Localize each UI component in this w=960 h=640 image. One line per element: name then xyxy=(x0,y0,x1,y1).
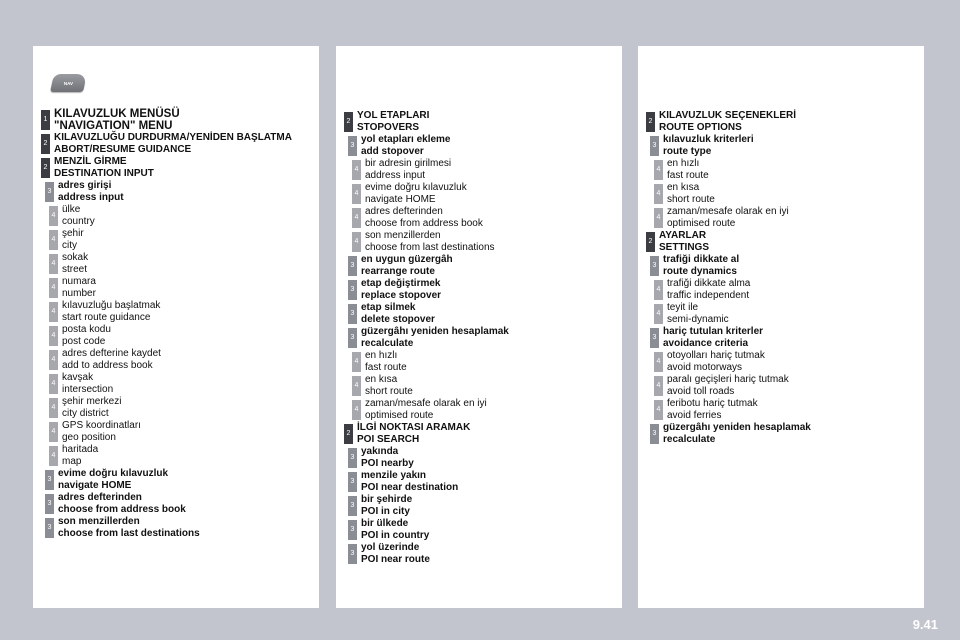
level-badge: 4 xyxy=(352,208,361,228)
entry-label-english: avoid ferries xyxy=(667,410,722,421)
entry-label-english: navigate HOME xyxy=(58,480,132,491)
entry-label-turkish: yol etapları ekleme xyxy=(361,134,451,145)
entry-label-english: "NAVIGATION" MENU xyxy=(54,120,173,132)
level-badge: 2 xyxy=(344,112,353,132)
level-badge: 4 xyxy=(654,208,663,228)
entry-label-turkish: etap değiştirmek xyxy=(361,278,441,289)
menu-entry-level-4 xyxy=(646,350,920,374)
menu-entry-text xyxy=(62,324,111,348)
level-badge: 2 xyxy=(41,158,50,178)
entry-label-turkish: hariç tutulan kriterler xyxy=(663,326,764,337)
menu-entry-text xyxy=(58,516,200,540)
entry-label-turkish: şehir xyxy=(62,228,84,239)
level-badge: 4 xyxy=(654,376,663,396)
entry-label-turkish: haritada xyxy=(62,444,99,455)
level-badge: 4 xyxy=(49,278,58,298)
menu-entry-text xyxy=(62,372,113,396)
menu-entry-text xyxy=(361,134,451,158)
menu-entry-level-3 xyxy=(344,518,618,542)
entry-label-turkish: menzile yakın xyxy=(361,470,427,481)
entry-label-turkish: bir şehirde xyxy=(361,494,413,505)
level-badge: 4 xyxy=(352,352,361,372)
entry-label-turkish: yol üzerinde xyxy=(361,542,420,553)
entry-label-turkish: zaman/mesafe olarak en iyi xyxy=(365,398,487,409)
level-badge: 4 xyxy=(654,160,663,180)
entry-label-turkish: bir ülkede xyxy=(361,518,409,529)
entry-label-english: optimised route xyxy=(667,218,736,229)
menu-entry-level-4 xyxy=(41,348,315,372)
menu-entry-text xyxy=(365,230,495,254)
entry-label-turkish: en kısa xyxy=(365,374,398,385)
menu-entry-text xyxy=(54,132,292,156)
menu-entry-level-4 xyxy=(646,374,920,398)
menu-entry-text xyxy=(663,422,811,446)
level-badge: 3 xyxy=(348,544,357,564)
level-badge: 3 xyxy=(348,448,357,468)
entry-label-turkish: bir adresin girilmesi xyxy=(365,158,452,169)
menu-entry-level-4 xyxy=(344,206,618,230)
entry-label-english: POI in country xyxy=(361,530,430,541)
level-badge: 4 xyxy=(49,206,58,226)
menu-entry-level-3 xyxy=(344,134,618,158)
entry-label-turkish: sokak xyxy=(62,252,89,263)
menu-entry-level-4 xyxy=(41,444,315,468)
entry-label-english: replace stopover xyxy=(361,290,442,301)
menu-entry-text xyxy=(54,156,154,180)
menu-entry-level-3 xyxy=(344,494,618,518)
entry-label-english: map xyxy=(62,456,82,467)
entry-label-english: geo position xyxy=(62,432,116,443)
level-badge: 3 xyxy=(348,472,357,492)
menu-entry-text xyxy=(62,348,161,372)
entry-label-turkish: son menzillerden xyxy=(58,516,140,527)
entry-label-english: recalculate xyxy=(663,434,716,445)
menu-entry-text xyxy=(667,374,789,398)
entry-label-turkish: numara xyxy=(62,276,96,287)
entry-label-english: route type xyxy=(663,146,712,157)
menu-entry-level-3 xyxy=(646,134,920,158)
level-badge: 3 xyxy=(45,182,54,202)
entry-label-english: number xyxy=(62,288,96,299)
entry-label-turkish: adres defterine kaydet xyxy=(62,348,161,359)
menu-entry-text xyxy=(365,182,467,206)
menu-entry-text xyxy=(361,494,412,518)
menu-entry-level-4 xyxy=(41,300,315,324)
entry-label-english: POI SEARCH xyxy=(357,434,420,445)
entry-label-english: optimised route xyxy=(365,410,434,421)
menu-entry-level-3 xyxy=(41,468,315,492)
menu-entry-level-3 xyxy=(646,422,920,446)
menu-entry-level-4 xyxy=(41,420,315,444)
menu-entry-text xyxy=(667,302,729,326)
menu-entry-level-4 xyxy=(344,230,618,254)
entry-label-english: STOPOVERS xyxy=(357,122,420,133)
level-badge: 2 xyxy=(646,112,655,132)
menu-entry-level-3 xyxy=(344,302,618,326)
menu-entry-text xyxy=(357,110,429,134)
entry-label-english: choose from last destinations xyxy=(58,528,200,539)
level-badge: 4 xyxy=(49,254,58,274)
entry-label-english: choose from address book xyxy=(58,504,186,515)
level-badge: 1 xyxy=(41,110,50,130)
entry-label-english: POI near destination xyxy=(361,482,459,493)
menu-entry-level-4 xyxy=(344,158,618,182)
entry-label-english: avoid motorways xyxy=(667,362,743,373)
menu-entry-level-3 xyxy=(41,180,315,204)
entry-label-turkish: evime doğru kılavuzluk xyxy=(365,182,467,193)
menu-entry-text xyxy=(663,254,739,278)
level-badge: 2 xyxy=(646,232,655,252)
entry-label-english: add to address book xyxy=(62,360,153,371)
level-badge: 4 xyxy=(49,230,58,250)
entry-label-turkish: en kısa xyxy=(667,182,700,193)
level-badge: 4 xyxy=(49,326,58,346)
menu-entry-text xyxy=(62,300,160,324)
menu-entry-text xyxy=(357,422,470,446)
menu-entry-level-2 xyxy=(344,110,618,134)
level-badge: 3 xyxy=(348,496,357,516)
menu-entry-text xyxy=(667,278,750,302)
entry-label-english: post code xyxy=(62,336,106,347)
menu-tree-3 xyxy=(646,110,920,446)
level-badge: 4 xyxy=(654,184,663,204)
entry-label-turkish: posta kodu xyxy=(62,324,111,335)
level-badge: 4 xyxy=(352,160,361,180)
menu-entry-level-3 xyxy=(344,326,618,350)
entry-label-turkish: AYARLAR xyxy=(659,230,707,241)
level-badge: 4 xyxy=(654,280,663,300)
menu-entry-text xyxy=(365,206,483,230)
menu-entry-level-4 xyxy=(344,182,618,206)
entry-label-english: choose from last destinations xyxy=(365,242,495,253)
entry-label-turkish: en hızlı xyxy=(365,350,398,361)
menu-entry-level-4 xyxy=(41,372,315,396)
menu-entry-level-2 xyxy=(344,422,618,446)
menu-entry-level-3 xyxy=(344,278,618,302)
menu-entry-text xyxy=(659,230,709,254)
level-badge: 4 xyxy=(352,400,361,420)
level-badge: 4 xyxy=(49,398,58,418)
entry-label-english: fast route xyxy=(667,170,709,181)
level-badge: 2 xyxy=(344,424,353,444)
menu-entry-level-4 xyxy=(41,204,315,228)
menu-entry-level-4 xyxy=(646,302,920,326)
menu-entry-level-4 xyxy=(646,398,920,422)
menu-entry-level-4 xyxy=(41,276,315,300)
entry-label-english: country xyxy=(62,216,95,227)
entry-label-english: traffic independent xyxy=(667,290,750,301)
level-badge: 4 xyxy=(352,232,361,252)
level-badge: 3 xyxy=(348,328,357,348)
menu-entry-text xyxy=(361,254,453,278)
entry-label-english: POI nearby xyxy=(361,458,414,469)
menu-entry-level-2 xyxy=(646,110,920,134)
entry-label-english: semi-dynamic xyxy=(667,314,729,325)
entry-label-turkish: otoyolları hariç tutmak xyxy=(667,350,765,361)
menu-entry-text xyxy=(365,350,407,374)
entry-label-turkish: adres defterinden xyxy=(365,206,443,217)
level-badge: 3 xyxy=(348,280,357,300)
entry-label-english: fast route xyxy=(365,362,407,373)
menu-entry-level-1 xyxy=(41,108,315,132)
menu-entry-text xyxy=(58,492,186,516)
menu-entry-level-3 xyxy=(646,326,920,350)
entry-label-english: short route xyxy=(365,386,413,397)
entry-label-turkish: güzergâhı yeniden hesaplamak xyxy=(361,326,509,337)
menu-entry-level-3 xyxy=(41,492,315,516)
menu-entry-level-2 xyxy=(41,132,315,156)
entry-label-english: street xyxy=(62,264,88,275)
level-badge: 4 xyxy=(49,350,58,370)
menu-entry-text xyxy=(361,470,458,494)
menu-entry-text xyxy=(365,398,487,422)
menu-entry-level-3 xyxy=(344,470,618,494)
menu-entry-text xyxy=(62,396,121,420)
entry-label-turkish: KILAVUZLUĞU DURDURMA/YENİDEN BAŞLATMA xyxy=(54,132,292,143)
level-badge: 3 xyxy=(650,328,659,348)
entry-label-turkish: son menzillerden xyxy=(365,230,441,241)
menu-entry-text xyxy=(58,468,168,492)
entry-label-english: avoid toll roads xyxy=(667,386,735,397)
entry-label-turkish: adres defterinden xyxy=(58,492,142,503)
level-badge: 3 xyxy=(45,518,54,538)
menu-entry-text xyxy=(663,134,754,158)
entry-label-turkish: paralı geçişleri hariç tutmak xyxy=(667,374,789,385)
entry-label-turkish: trafiği dikkate alma xyxy=(667,278,751,289)
menu-entry-level-4 xyxy=(344,374,618,398)
menu-entry-text xyxy=(659,110,796,134)
level-badge: 4 xyxy=(352,376,361,396)
menu-entry-level-2 xyxy=(646,230,920,254)
menu-entry-text xyxy=(667,398,758,422)
nav-button-label: NAV xyxy=(63,80,74,86)
entry-label-english: avoidance criteria xyxy=(663,338,749,349)
entry-label-english: short route xyxy=(667,194,715,205)
level-badge: 3 xyxy=(348,136,357,156)
menu-entry-level-2 xyxy=(41,156,315,180)
level-badge: 4 xyxy=(654,352,663,372)
entry-label-turkish: kılavuzluk kriterleri xyxy=(663,134,754,145)
entry-label-turkish: KILAVUZLUK SEÇENEKLERİ xyxy=(659,110,797,121)
menu-entry-level-4 xyxy=(344,350,618,374)
entry-label-turkish: ülke xyxy=(62,204,81,215)
entry-label-english: POI near route xyxy=(361,554,430,565)
menu-entry-text xyxy=(62,228,84,252)
menu-entry-level-4 xyxy=(41,228,315,252)
menu-entry-text xyxy=(667,350,765,374)
menu-entry-text xyxy=(361,326,509,350)
menu-entry-text xyxy=(365,374,413,398)
entry-label-turkish: kılavuzluğu başlatmak xyxy=(62,300,161,311)
menu-tree-1 xyxy=(41,108,315,540)
menu-entry-level-3 xyxy=(646,254,920,278)
menu-entry-level-4 xyxy=(41,396,315,420)
entry-label-turkish: feribotu hariç tutmak xyxy=(667,398,758,409)
level-badge: 4 xyxy=(49,374,58,394)
entry-label-english: SETTINGS xyxy=(659,242,710,253)
menu-entry-level-3 xyxy=(344,542,618,566)
level-badge: 3 xyxy=(348,256,357,276)
entry-label-turkish: en uygun güzergâh xyxy=(361,254,453,265)
menu-entry-text xyxy=(361,302,435,326)
entry-label-english: delete stopover xyxy=(361,314,435,325)
menu-entry-level-4 xyxy=(344,398,618,422)
menu-entry-level-4 xyxy=(646,182,920,206)
menu-entry-text xyxy=(58,180,124,204)
level-badge: 4 xyxy=(352,184,361,204)
entry-label-english: ROUTE OPTIONS xyxy=(659,122,742,133)
menu-column-1 xyxy=(33,46,319,608)
menu-entry-text xyxy=(667,206,789,230)
entry-label-english: city district xyxy=(62,408,109,419)
entry-label-turkish: kavşak xyxy=(62,372,94,383)
entry-label-english: DESTINATION INPUT xyxy=(54,168,154,179)
menu-entry-level-3 xyxy=(344,254,618,278)
level-badge: 4 xyxy=(654,304,663,324)
entry-label-turkish: MENZİL GİRME xyxy=(54,156,127,167)
entry-label-turkish: teyit ile xyxy=(667,302,699,313)
menu-entry-text xyxy=(365,158,451,182)
menu-entry-text xyxy=(361,278,441,302)
level-badge: 3 xyxy=(348,520,357,540)
level-badge: 4 xyxy=(49,422,58,442)
entry-label-english: city xyxy=(62,240,77,251)
menu-entry-text xyxy=(663,326,763,350)
menu-entry-text xyxy=(361,518,429,542)
level-badge: 3 xyxy=(45,470,54,490)
menu-entry-text xyxy=(62,252,88,276)
level-badge: 4 xyxy=(654,400,663,420)
menu-entry-level-3 xyxy=(344,446,618,470)
menu-entry-text xyxy=(62,444,98,468)
page-number: 9.41 xyxy=(912,617,938,632)
menu-entry-level-3 xyxy=(41,516,315,540)
entry-label-english: route dynamics xyxy=(663,266,737,277)
level-badge: 3 xyxy=(650,256,659,276)
entry-label-english: start route guidance xyxy=(62,312,151,323)
entry-label-turkish: evime doğru kılavuzluk xyxy=(58,468,169,479)
entry-label-turkish: GPS koordinatları xyxy=(62,420,141,431)
entry-label-english: address input xyxy=(58,192,124,203)
menu-entry-text xyxy=(62,276,96,300)
menu-entry-text xyxy=(667,158,709,182)
menu-entry-level-4 xyxy=(646,158,920,182)
entry-label-english: intersection xyxy=(62,384,114,395)
menu-entry-text xyxy=(361,446,414,470)
menu-column-2 xyxy=(336,46,622,608)
entry-label-turkish: etap silmek xyxy=(361,302,416,313)
entry-label-turkish: YOL ETAPLARI xyxy=(357,110,430,121)
level-badge: 3 xyxy=(348,304,357,324)
entry-label-turkish: KILAVUZLUK MENÜSÜ xyxy=(54,108,180,120)
menu-entry-text xyxy=(62,204,95,228)
entry-label-turkish: yakında xyxy=(361,446,399,457)
menu-tree-2 xyxy=(344,110,618,566)
entry-label-turkish: zaman/mesafe olarak en iyi xyxy=(667,206,789,217)
menu-entry-level-4 xyxy=(41,324,315,348)
menu-entry-level-4 xyxy=(646,206,920,230)
menu-entry-text xyxy=(361,542,430,566)
entry-label-turkish: güzergâhı yeniden hesaplamak xyxy=(663,422,811,433)
entry-label-english: address input xyxy=(365,170,426,181)
nav-button-icon xyxy=(50,74,87,92)
level-badge: 2 xyxy=(41,134,50,154)
entry-label-english: ABORT/RESUME GUIDANCE xyxy=(54,144,192,155)
menu-entry-text xyxy=(667,182,715,206)
entry-label-turkish: şehir merkezi xyxy=(62,396,122,407)
level-badge: 3 xyxy=(650,136,659,156)
level-badge: 4 xyxy=(49,302,58,322)
level-badge: 3 xyxy=(650,424,659,444)
entry-label-english: navigate HOME xyxy=(365,194,436,205)
menu-entry-text xyxy=(54,108,180,132)
entry-label-turkish: trafiği dikkate al xyxy=(663,254,740,265)
menu-entry-text xyxy=(62,420,141,444)
entry-label-english: POI in city xyxy=(361,506,410,517)
entry-label-english: choose from address book xyxy=(365,218,483,229)
entry-label-turkish: en hızlı xyxy=(667,158,700,169)
entry-label-english: rearrange route xyxy=(361,266,435,277)
level-badge: 4 xyxy=(49,446,58,466)
menu-column-3 xyxy=(638,46,924,608)
entry-label-turkish: İLGİ NOKTASI ARAMAK xyxy=(357,422,471,433)
entry-label-english: recalculate xyxy=(361,338,414,349)
menu-entry-level-4 xyxy=(41,252,315,276)
level-badge: 3 xyxy=(45,494,54,514)
menu-entry-level-4 xyxy=(646,278,920,302)
entry-label-turkish: adres girişi xyxy=(58,180,112,191)
entry-label-english: add stopover xyxy=(361,146,424,157)
